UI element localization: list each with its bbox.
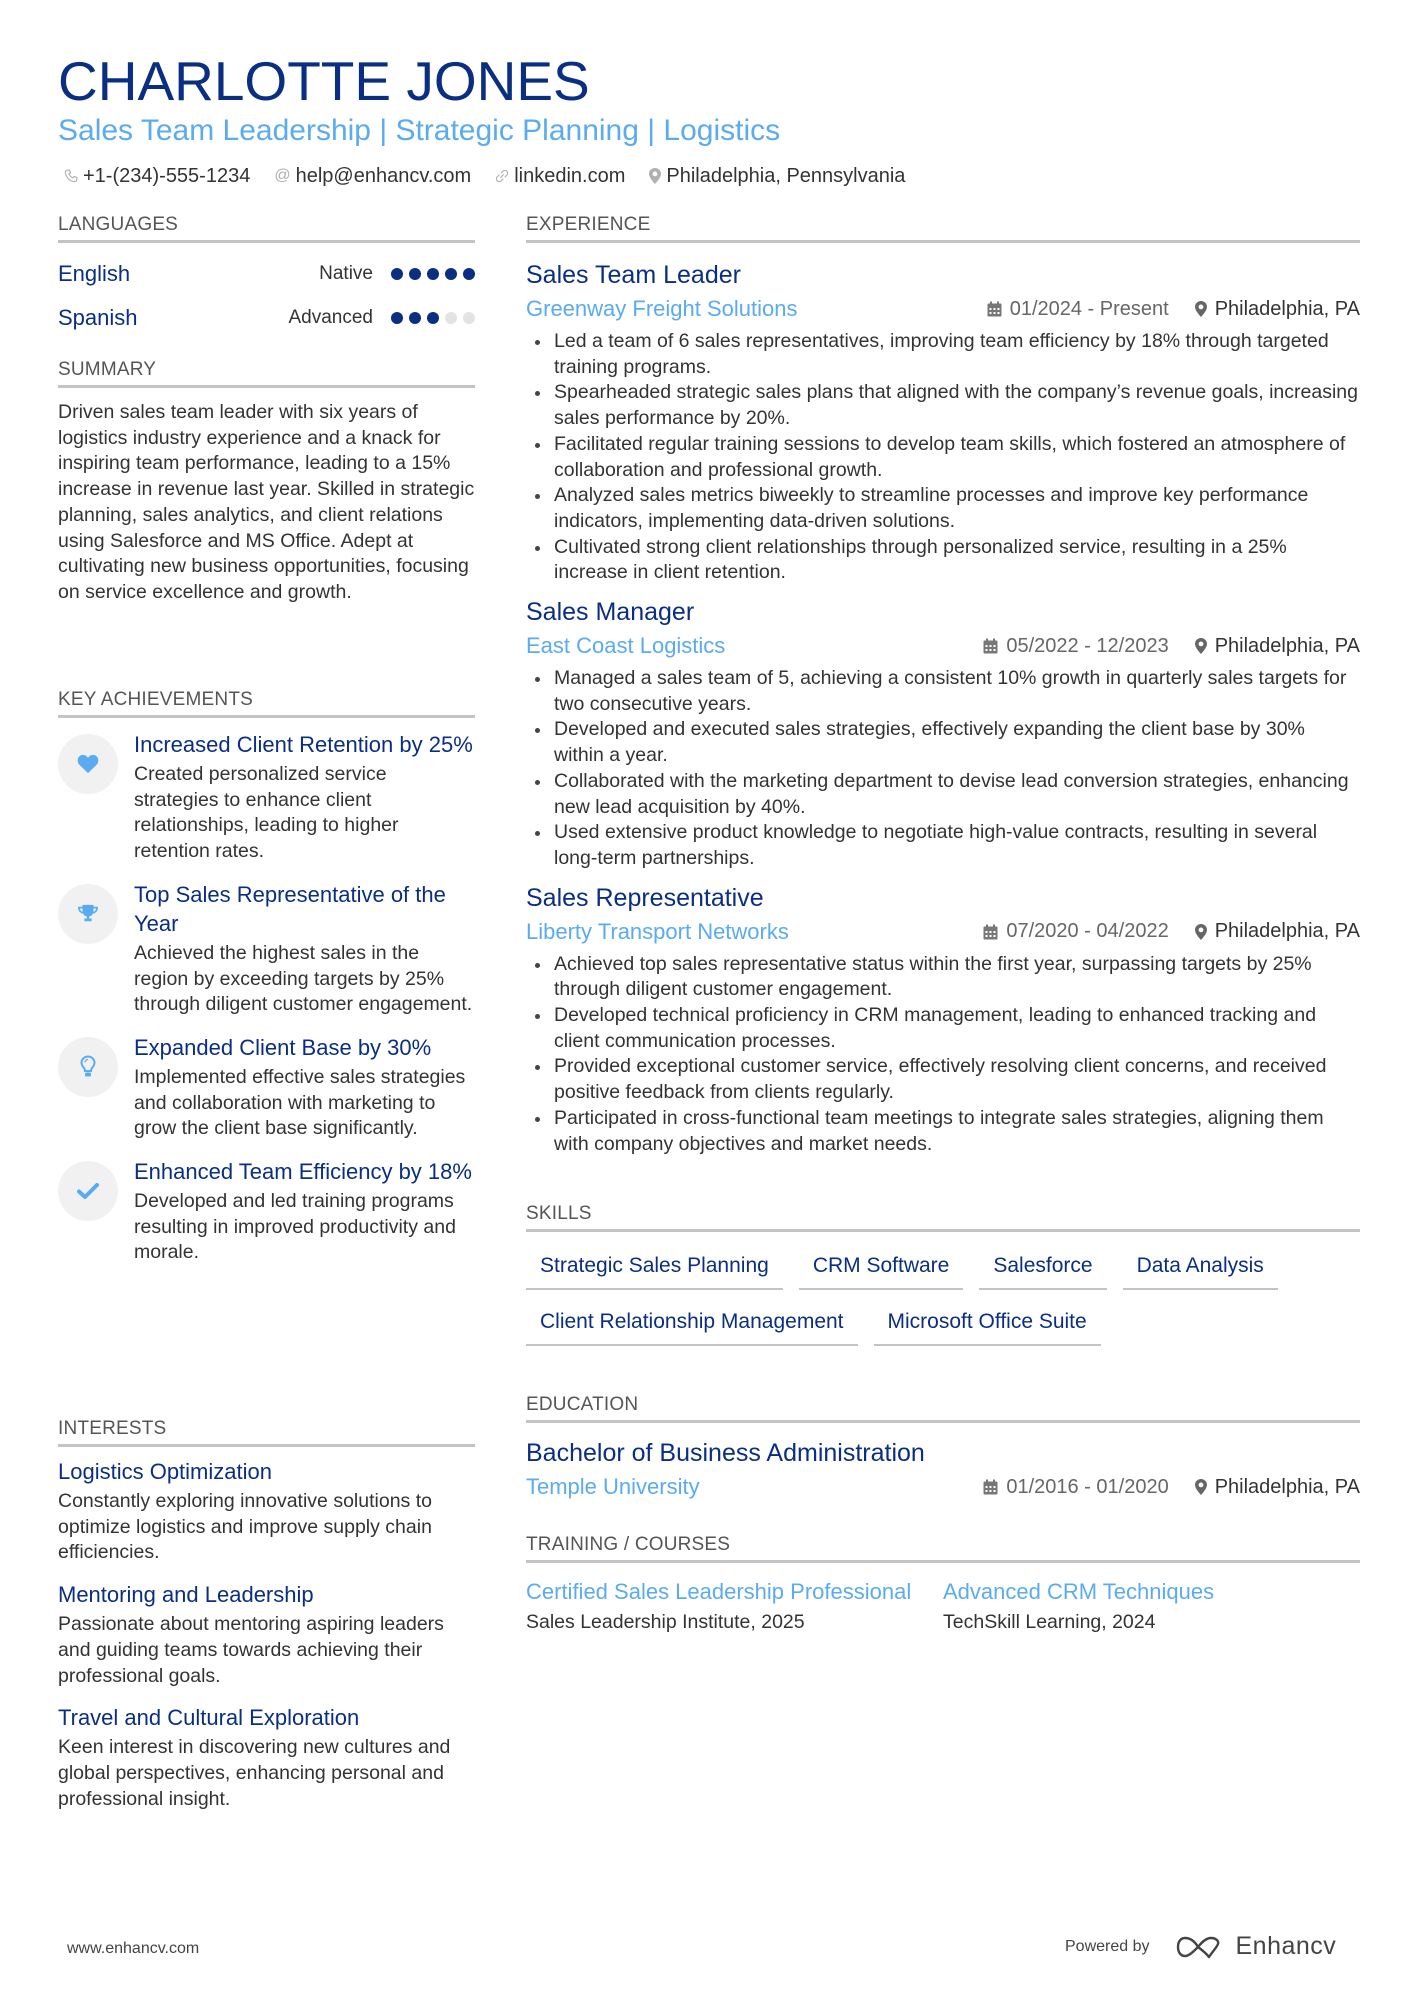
location-pin-icon [649,168,661,184]
job-bullets [526,952,1360,1158]
language-rating [391,312,475,324]
job-entry [526,259,1360,586]
bullet-item: Cultivated strong client relationships through personalized service, resulting in a 25% increase in client retention. [526,535,1360,586]
achievement-item [58,880,475,1018]
contact-linkedin-text: linkedin.com [514,165,626,187]
achievement-item [58,730,475,865]
achievement-description: Developed and led training programs resulting in improved productivity and morale. [134,1190,456,1264]
job-entry [526,596,1360,872]
job-location [1195,635,1360,658]
rating-dot-filled [391,312,403,324]
course-institution: Sales Leadership Institute, 2025 [526,1611,805,1633]
skill-tag: Microsoft Office Suite [874,1304,1101,1346]
section-divider [58,385,475,388]
job-location-text: Philadelphia, PA [1214,634,1360,657]
bullet-item: Led a team of 6 sales representatives, improving team efficiency by 18% through targeted training programs. [526,329,1360,380]
job-dates [983,920,1168,943]
skills-heading: SKILLS [526,1203,592,1224]
course-institution: TechSkill Learning, 2024 [943,1611,1156,1633]
achievement-title: Enhanced Team Efficiency by 18% [134,1159,472,1185]
achievements-section [58,689,475,1281]
training-heading: TRAINING / COURSES [526,1534,731,1555]
school-name: Temple University [526,1474,700,1499]
education-section [526,1394,1360,1505]
job-entry [526,882,1360,1158]
education-location-text: Philadelphia, PA [1214,1475,1360,1498]
job-meta [526,291,1360,327]
rating-dot-filled [409,268,421,280]
bullet-item: Collaborated with the marketing department to devise lead conversion strategies, enhancing new lead acquisition by 40%. [526,769,1360,820]
calendar-icon [987,301,1002,317]
bullet-item: Participated in cross-functional team meetings to integrate sales strategies, aligning them with company objectives and market needs. [526,1106,1360,1157]
course-title: Certified Sales Leadership Professional [526,1579,912,1604]
section-divider [58,715,475,718]
job-title: Sales Team Leader [526,261,741,289]
summary-section [58,359,475,606]
bullet-item: Spearheaded strategic sales plans that aligned with the company’s revenue goals, increasing sales performance by 20%. [526,380,1360,431]
course-item [943,1577,1360,1636]
degree-title: Bachelor of Business Administration [526,1439,925,1467]
language-level: Native [319,263,373,284]
bullet-item: Provided exceptional customer service, effectively resolving client concerns, and received positive feedback from clients regularly. [526,1054,1360,1105]
experience-heading: EXPERIENCE [526,214,651,235]
contact-linkedin[interactable] [495,162,625,190]
education-dates-text: 01/2016 - 01/2020 [1006,1475,1169,1498]
language-item [58,252,475,296]
calendar-icon [983,638,998,654]
rating-dot-filled [427,268,439,280]
bullet-item: Facilitated regular training sessions to develop team skills, which fostered an atmosphere of collaboration and professional growth. [526,432,1360,483]
candidate-name: CHARLOTTE JONES [58,50,590,112]
heart-icon [58,734,118,794]
skill-tag: Salesforce [979,1248,1106,1290]
section-divider [526,240,1360,243]
job-bullets [526,329,1360,586]
enhancv-brand[interactable] [1176,1932,1337,1961]
job-location-text: Philadelphia, PA [1214,297,1360,320]
contact-location-text: Philadelphia, Pennsylvania [666,165,906,187]
job-location [1195,298,1360,321]
courses-list [526,1577,1360,1636]
job-dates [983,635,1168,658]
interest-item [58,1580,475,1689]
rating-dot-filled [427,312,439,324]
rating-dot-filled [445,268,457,280]
contact-email[interactable] [274,162,471,190]
rating-dot-filled [409,312,421,324]
company-name: East Coast Logistics [526,633,726,659]
interest-description: Constantly exploring innovative solutions to optimize logistics and improve supply chain efficiencies. [58,1490,432,1564]
experience-section [526,214,1360,1157]
lightbulb-icon [58,1037,118,1097]
phone-icon [64,169,78,183]
bullet-item: Managed a sales team of 5, achieving a consistent 10% growth in quarterly sales targets for two consecutive years. [526,666,1360,717]
rating-dot-empty [445,312,457,324]
achievement-title: Expanded Client Base by 30% [134,1034,432,1060]
job-dates-text: 01/2024 - Present [1009,297,1169,320]
skills-list [526,1248,1360,1346]
job-bullets [526,666,1360,872]
skill-tag: Strategic Sales Planning [526,1248,783,1290]
education-meta [526,1469,1360,1505]
job-location-text: Philadelphia, PA [1214,920,1360,943]
interest-title: Logistics Optimization [58,1459,272,1484]
company-name: Greenway Freight Solutions [526,296,798,321]
interest-item [58,1703,475,1812]
rating-dot-filled [391,268,403,280]
language-name: Spanish [58,305,138,330]
powered-by-label: Powered by [1065,1937,1150,1955]
section-divider [526,1560,1360,1563]
job-title: Sales Representative [526,883,764,912]
footer-powered-by [1065,1932,1336,1961]
section-divider [58,240,475,243]
achievement-description: Created personalized service strategies to enhance client relationships, leading to higher retention rates. [134,763,399,863]
job-location [1195,920,1360,943]
enhancv-brand-name: Enhancv [1235,1932,1337,1960]
education-heading: EDUCATION [526,1394,639,1415]
bullet-item: Developed technical proficiency in CRM management, leading to enhanced tracking and client communication processes. [526,1003,1360,1054]
candidate-tagline: Sales Team Leadership | Strategic Planning | Logistics [58,114,781,147]
location-pin-icon [1195,301,1207,317]
achievement-title: Top Sales Representative of the Year [134,881,446,936]
contact-row [64,162,929,190]
rating-dot-filled [463,268,475,280]
section-divider [526,1420,1360,1423]
achievement-title: Increased Client Retention by 25% [134,732,473,757]
footer-website-link[interactable]: www.enhancv.com [67,1940,200,1957]
language-item [58,296,475,340]
achievement-description: Achieved the highest sales in the region by exceeding targets by 25% through diligent customer engagement. [134,941,473,1016]
interests-section [58,1418,475,1826]
contact-location [649,162,905,190]
summary-text: Driven sales team leader with six years of logistics industry experience and a knack for inspiring team performance, leading to a 15% increase in revenue last year. Skilled in strategic planning, sales analytics, and client relations using Salesforce and MS Office. Adept at cultivating new business opportunities, focusing on service excellence and growth. [58,401,475,603]
achievement-item [58,1157,475,1266]
training-section [526,1534,1360,1636]
bullet-item: Used extensive product knowledge to negotiate high-value contracts, resulting in several long-term partnerships. [526,820,1360,871]
course-title: Advanced CRM Techniques [943,1579,1215,1604]
job-dates [987,298,1169,321]
skills-section [526,1203,1360,1346]
interest-item [58,1457,475,1566]
language-rating [391,268,475,280]
calendar-icon [983,924,998,940]
rating-dot-empty [463,312,475,324]
bullet-item: Achieved top sales representative status within the first year, surpassing targets by 25% through diligent customer engagement. [526,952,1360,1003]
interest-description: Keen interest in discovering new cultures and global perspectives, enhancing personal and professional insight. [58,1736,451,1810]
course-item [526,1577,943,1636]
job-dates-text: 07/2020 - 04/2022 [1006,920,1169,943]
interest-description: Passionate about mentoring aspiring leaders and guiding teams towards achieving their professional goals. [58,1613,444,1687]
education-location [1195,1476,1360,1499]
company-name: Liberty Transport Networks [526,918,789,944]
trophy-icon [58,884,118,944]
job-meta [526,628,1360,664]
job-title: Sales Manager [526,598,695,627]
calendar-icon [983,1479,998,1495]
location-pin-icon [1195,1479,1207,1495]
link-icon [495,169,509,183]
language-level: Advanced [288,307,373,328]
job-meta [526,914,1360,950]
skill-tag: CRM Software [799,1248,964,1290]
location-pin-icon [1195,638,1207,654]
summary-heading: SUMMARY [58,359,157,380]
interest-title: Travel and Cultural Exploration [58,1705,360,1731]
achievements-heading: KEY ACHIEVEMENTS [58,689,254,710]
contact-phone[interactable] [64,162,250,190]
contact-phone-text: +1-(234)-555-1234 [83,165,251,187]
contact-email-text: help@enhancv.com [295,165,472,187]
section-divider [526,1229,1360,1232]
job-dates-text: 05/2022 - 12/2023 [1006,634,1169,657]
achievement-description: Implemented effective sales strategies and collaboration with marketing to grow the client base significantly. [134,1065,466,1140]
skill-tag: Data Analysis [1123,1248,1278,1290]
skill-tag: Client Relationship Management [526,1304,858,1346]
section-divider [58,1444,475,1447]
interests-heading: INTERESTS [58,1418,167,1439]
languages-heading: LANGUAGES [58,214,179,235]
language-name: English [58,261,131,286]
interest-title: Mentoring and Leadership [58,1582,314,1608]
bullet-item: Analyzed sales metrics biweekly to streamline processes and improve key performance indicators, implementing data-driven solutions. [526,483,1360,534]
education-dates [983,1476,1168,1499]
enhancv-logo-icon [1176,1935,1222,1959]
at-icon: @ [274,167,291,184]
achievement-item [58,1033,475,1142]
bullet-item: Developed and executed sales strategies, effectively expanding the client base by 30% within a year. [526,717,1360,768]
checkmark-icon [58,1161,118,1221]
languages-section [58,214,475,340]
location-pin-icon [1195,924,1207,940]
